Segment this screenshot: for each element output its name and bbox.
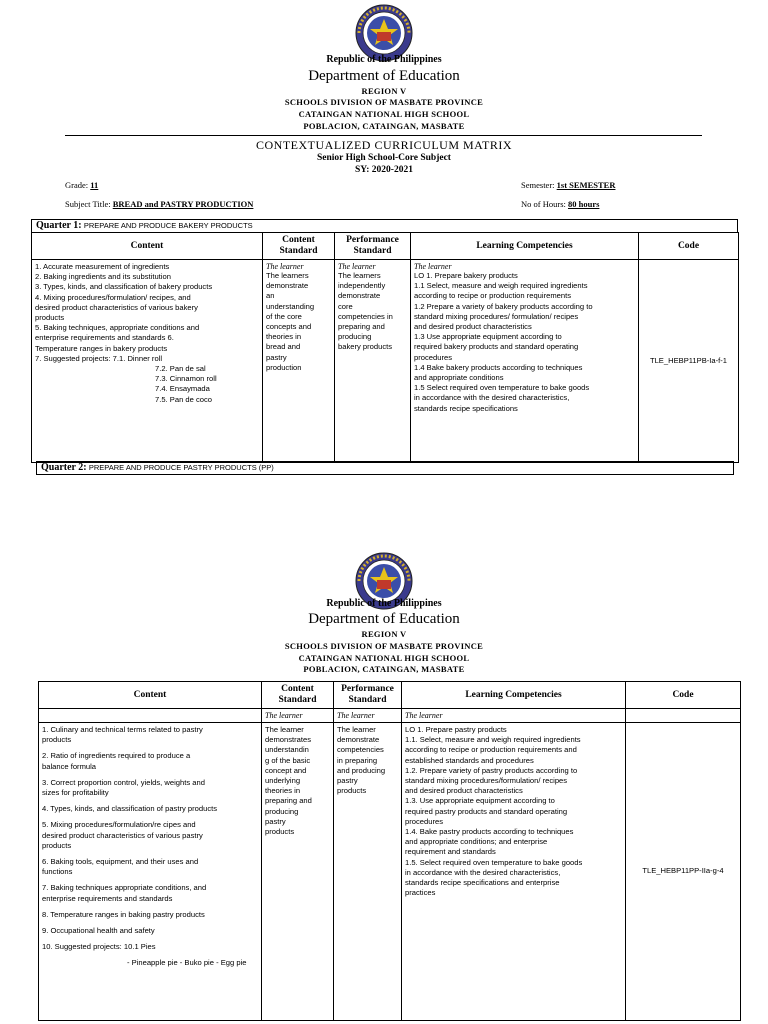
q1-content-line: 3. Types, kinds, and classification of bakery products [35,282,213,292]
q2-cs-line: producing [265,806,299,816]
quarter-1-bar [31,219,738,233]
q2-content-standard-cell [262,723,334,1021]
q2-cs-line: g of the basic [265,755,311,765]
q1-cs-line: an [266,291,275,301]
q1-ps-line: bakery products [338,342,393,352]
q1-content-line: 2. Baking ingredients and its substitution [35,272,171,282]
q1-content-line: enterprise requirements and standards 6. [35,333,174,343]
q1-project-item: 7.4. Ensaymada [155,384,210,394]
q1-cs-line: understanding [266,301,315,311]
q2-cs-line: understandin [265,745,309,755]
q1-content-line: products [35,313,65,323]
q2-cs-intro-cell [262,709,334,723]
q1-lc-line: and desired product characteristics [414,322,532,332]
q2-cs-line: products [265,827,295,837]
q2-cs-intro: The learner [265,711,303,720]
department-heading: Department of Education [308,68,460,84]
q1-cs-intro: The learner [266,262,304,271]
q2-performance-standard-cell [334,723,402,1021]
col-header-code: Code [626,682,741,709]
q1-ps-intro: The learner [338,262,376,271]
q1-project-item: 7.3. Cinnamon roll [155,374,217,384]
q2-ps-line: in preparing [337,755,378,765]
q2-ps-line: and producing [337,765,386,775]
q1-content-line: 4. Mixing procedures/formulation/ recipes, and [35,292,191,302]
republic-heading: Republic of the Philippines [326,598,442,609]
q2-content-item: 3. Correct proportion control, yields, weights and sizes for profitability [42,777,205,798]
q1-lc-line: 1.5 Select required oven temperature to bake goods [414,383,590,393]
q1-lc-line: 1.1 Select, measure and weigh required ingredients [414,281,588,291]
q2-content-item: 7. Baking techniques appropriate conditions, and enterprise requirements and standards [42,883,207,903]
q2-ps-line: products [337,786,367,796]
q2-cs-line: The learner [265,725,304,734]
q2-lc-line: standards recipe specifications and enterprise [405,878,560,888]
q2-lc-intro: The learner [405,711,443,720]
q2-ps-line: demonstrate [337,735,380,745]
q1-ps-line: independently [338,281,386,291]
q2-content-spacer [39,709,262,723]
col-header-content-standard: Content Standard [263,233,335,260]
q1-performance-standard-cell [335,260,411,463]
q1-ps-line: competencies in [338,311,393,321]
q2-lc-line: and desired product characteristics [405,786,523,796]
q1-content-line: Temperature ranges in bakery products [35,343,168,353]
q1-ps-line: preparing and [338,322,385,332]
q2-content-item: 4. Types, kinds, and classification of pastry products [42,804,218,814]
q1-cs-line: of the core [266,311,302,321]
quarter-1-table [31,232,739,463]
q1-lc-line: 1.4 Bake bakery products according to techniques [414,362,583,372]
document-page-2 [0,548,768,1024]
col-header-code: Code [639,233,739,260]
q2-lc-line: 1.5. Select required oven temperature to bake goods [405,857,583,867]
q1-lc-line: procedures [414,352,452,362]
q2-code-spacer [626,709,741,723]
q1-project-item: 7.2. Pan de sal [155,364,206,374]
q2-content-item: 9. Occupational health and safety [42,926,155,936]
q1-lc-line: LO 1. Prepare bakery products [414,271,518,280]
subject-value: BREAD and PASTRY PRODUCTION [112,199,254,209]
q1-lc-line: required bakery products and standard operating [414,342,579,352]
q2-ps-intro: The learner [337,711,375,720]
q1-cs-line: theories in [266,332,302,342]
q2-lc-line: 1.3. Use appropriate equipment according to [405,796,555,806]
q1-ps-line: demonstrate [338,291,381,301]
q1-lc-line: 1.2 Prepare a variety of bakery products according to [414,301,593,311]
q1-lc-line: and appropriate conditions [414,373,504,383]
q2-lc-line: procedures [405,816,443,826]
q1-lc-line: standard mixing procedures/ formulation/ recipes [414,311,579,321]
q2-lc-line: practices [405,888,436,898]
table-row [32,260,739,463]
col-header-performance-standard: Performance Standard [334,682,402,709]
q2-lc-line: 1.1. Select, measure and weigh required ingredients [405,735,581,745]
q1-content-standard-cell [263,260,335,463]
q2-content-item: 8. Temperature ranges in baking pastry products [42,909,205,919]
subject-label: Subject Title: [65,199,113,209]
q2-content-cell [39,723,262,1021]
q1-lc-line: in accordance with the desired characteristics, [414,393,570,403]
q2-cs-line: concept and [265,765,307,775]
q2-cs-line: pastry [265,816,286,826]
q2-ps-intro-cell [334,709,402,723]
q1-lc-line: according to recipe or production requirements [414,291,572,301]
q1-project-item: 7.5. Pan de coco [155,394,212,404]
quarter-2-table [38,681,741,1021]
semester-field [521,180,615,190]
q1-ps-line: producing [338,332,372,342]
q1-content-line: 7. Suggested projects: 7.1. Dinner roll [35,353,163,363]
grade-value: 11 [90,180,99,190]
table-header-row [39,682,741,709]
q2-lc-line: 1.2. Prepare variety of pastry products according to [405,765,578,775]
quarter-2-label: Quarter 2: [41,462,87,473]
q1-ps-line: core [338,301,353,311]
quarter-1-label: Quarter 1: [36,220,82,231]
division-heading: SCHOOLS DIVISION OF MASBATE PROVINCE [284,641,484,651]
region-heading: REGION V [361,629,407,639]
q1-code-cell: TLE_HEBP11PB-Ia-f-1 [639,260,739,463]
quarter-1-title: PREPARE AND PRODUCE BAKERY PRODUCTS [83,221,253,230]
q1-cs-line: The learners [266,271,309,280]
document-page-1 [0,0,768,485]
subject-type: Senior High School-Core Subject [317,153,451,163]
q2-pies-list: - Pineapple pie - Buko pie - Egg pie [127,958,247,968]
school-year: SY: 2020-2021 [355,165,413,175]
q1-ps-line: The learners [338,271,381,280]
q2-lc-intro-cell [402,709,626,723]
q2-cs-line: demonstrates [265,735,312,745]
q2-learning-competencies-cell [402,723,626,1021]
q1-lc-intro: The learner [414,262,452,271]
q2-ps-line: pastry [337,776,358,786]
address-heading: POBLACION, CATAINGAN, MASBATE [303,121,465,131]
q2-content-item: 1. Culinary and technical terms related to pastry products [42,725,203,745]
semester-label: Semester: [521,180,557,190]
table-row-intro [39,709,741,723]
q2-lc-line: required pastry products and standard operating [405,806,568,816]
republic-heading: Republic of the Philippines [326,54,442,65]
q2-lc-line: according to recipe or production requirements and [405,745,577,755]
q2-lc-line: requirement and standards [405,847,496,857]
q2-ps-line: competencies [337,745,384,755]
q2-lc-line: in accordance with the desired characteristics, [405,867,561,877]
hours-label: No of Hours: [521,199,568,209]
q2-cs-line: underlying [265,776,301,786]
quarter-2-bar [36,461,734,475]
q2-cs-line: theories in [265,786,301,796]
q2-content-item: 2. Ratio of ingredients required to produce a balance formula [42,751,191,771]
q2-content-item: 10. Suggested projects: 10.1 Pies [42,942,156,952]
q2-lc-line: standard mixing procedures/formulation/ recipes [405,776,568,786]
school-heading: CATAINGAN NATIONAL HIGH SCHOOL [298,653,470,663]
division-heading: SCHOOLS DIVISION OF MASBATE PROVINCE [284,97,484,107]
q1-cs-line: production [266,362,302,372]
q2-content-item: 6. Baking tools, equipment, and their uses and functions [42,857,199,877]
matrix-title: CONTEXTUALIZED CURRICULUM MATRIX [256,138,512,152]
header-divider [65,135,702,136]
q2-ps-line: The learner [337,725,376,734]
grade-field [65,180,98,190]
quarter-2-title: PREPARE AND PRODUCE PASTRY PRODUCTS (PP) [88,463,274,472]
q2-lc-line: 1.4. Bake pastry products according to techniques [405,827,574,837]
table-row [39,723,741,1021]
col-header-content: Content [32,233,263,260]
q1-cs-line: bread and [266,342,301,352]
q1-content-line: desired product characteristics of various bakery [35,302,198,312]
hours-value: 80 hours [567,199,600,209]
q1-learning-competencies-cell [411,260,639,463]
q2-lc-line: and appropriate conditions; and enterprise [405,837,548,847]
q2-code-cell: TLE_HEBP11PP-IIa-g-4 [626,723,741,1021]
q1-lc-line: standards recipe specifications [414,403,518,413]
q1-cs-line: demonstrate [266,281,309,291]
page-gap [0,485,768,548]
q1-content-line: 1. Accurate measurement of ingredients [35,262,170,271]
q1-cs-line: pastry [266,352,287,362]
q2-cs-line: preparing and [265,796,312,806]
q2-content-item: 5. Mixing procedures/formulation/re cipes and desired product characteristics of various pastry products [42,820,203,850]
school-heading: CATAINGAN NATIONAL HIGH SCHOOL [298,109,470,119]
region-heading: REGION V [361,86,407,96]
subject-field [65,199,253,209]
q1-content-line: 5. Baking techniques, appropriate conditions and [35,323,200,333]
semester-value: 1st SEMESTER [556,180,616,190]
grade-label: Grade: [65,180,91,190]
q2-lc-line: LO 1. Prepare pastry products [405,725,507,734]
col-header-learning-competencies: Learning Competencies [411,233,639,260]
hours-field [521,199,599,209]
q2-lc-line: established standards and procedures [405,755,534,765]
col-header-performance-standard: Performance Standard [335,233,411,260]
q1-cs-line: concepts and [266,322,312,332]
q1-content-cell [32,260,263,463]
department-heading: Department of Education [308,611,460,627]
col-header-content-standard: Content Standard [262,682,334,709]
table-header-row [32,233,739,260]
address-heading: POBLACION, CATAINGAN, MASBATE [303,664,465,674]
col-header-content: Content [39,682,262,709]
col-header-learning-competencies: Learning Competencies [402,682,626,709]
q1-lc-line: 1.3 Use appropriate equipment according to [414,332,562,342]
